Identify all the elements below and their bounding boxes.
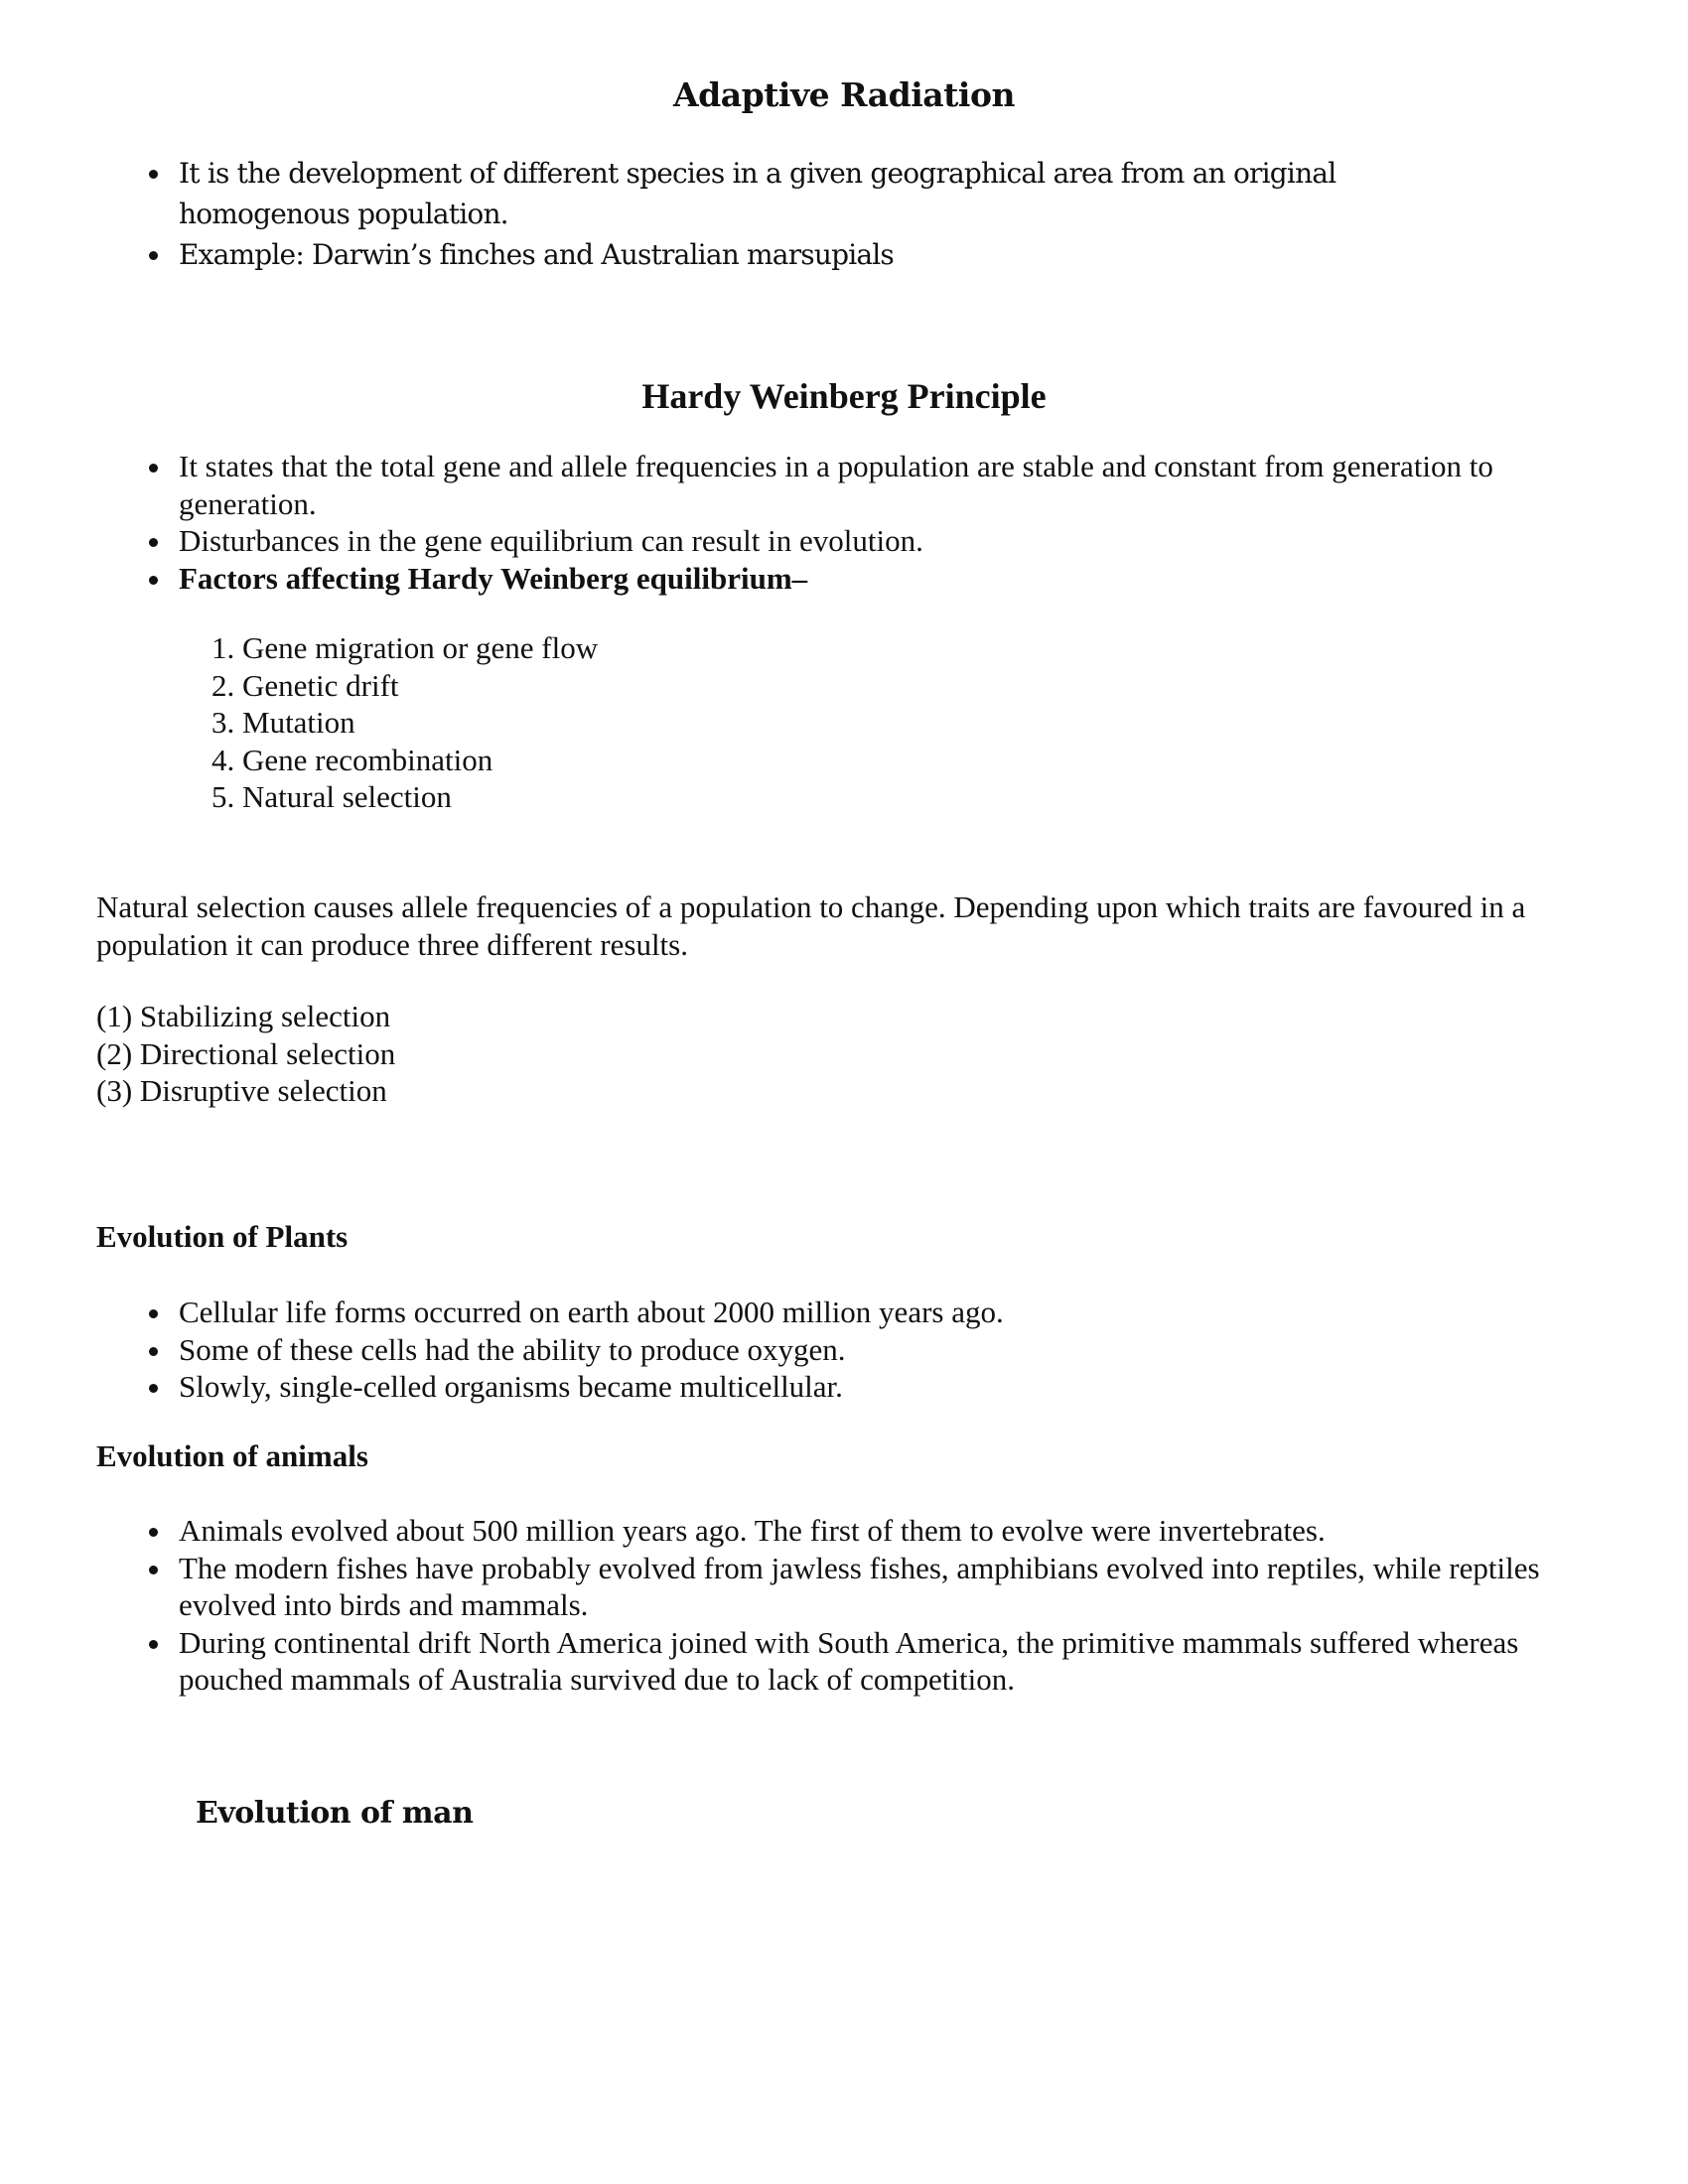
list-item: Animals evolved about 500 million years ago. The first of them to evolve were invertebrates.	[149, 1512, 1559, 1550]
list-item: Disturbances in the gene equilibrium can result in evolution.	[149, 522, 1609, 560]
selection-item: (1) Stabilizing selection	[96, 999, 391, 1033]
factor-item: 3. Mutation	[211, 705, 355, 740]
evolution-of-plants-heading: Evolution of Plants	[96, 1219, 349, 1254]
list-item: Factors affecting Hardy Weinberg equilibrium–	[149, 560, 1609, 598]
list-item: It states that the total gene and allele frequencies in a population are stable and constant from generation to generation.	[149, 448, 1609, 522]
factor-item: 4. Gene recombination	[211, 742, 493, 777]
selection-results-list	[96, 998, 395, 1110]
adaptive-radiation-heading: Adaptive Radiation	[673, 75, 1015, 114]
list-item: Some of these cells had the ability to produce oxygen.	[149, 1331, 1609, 1369]
hardy-weinberg-heading: Hardy Weinberg Principle	[641, 376, 1047, 416]
evolution-of-animals-heading: Evolution of animals	[96, 1438, 368, 1473]
adaptive-radiation-list	[149, 153, 1479, 275]
factor-item: 1. Gene migration or gene flow	[211, 630, 599, 665]
factor-item: 5. Natural selection	[211, 779, 452, 814]
list-item: It is the development of different species in a given geographical area from an original homogenous population.	[149, 153, 1479, 234]
list-item: The modern fishes have probably evolved from jawless fishes, amphibians evolved into reptiles, while reptiles evolved into birds and mammals.	[149, 1550, 1559, 1624]
factor-item: 2. Genetic drift	[211, 667, 399, 703]
natural-selection-paragraph: Natural selection causes allele frequencies of a population to change. Depending upon which traits are favoured in a population it can produce three different results.	[96, 889, 1526, 962]
list-item: Cellular life forms occurred on earth about 2000 million years ago.	[149, 1294, 1609, 1331]
hardy-weinberg-list	[149, 448, 1609, 597]
evolution-of-animals-list	[149, 1512, 1559, 1699]
evolution-of-man-heading: Evolution of man	[196, 1796, 474, 1831]
list-item: Slowly, single-celled organisms became multicellular.	[149, 1368, 1609, 1406]
list-item: Example: Darwin’s finches and Australian marsupials	[149, 234, 1479, 275]
selection-item: (3) Disruptive selection	[96, 1073, 387, 1108]
factors-list	[211, 629, 598, 816]
list-item: During continental drift North America joined with South America, the primitive mammals suffered whereas pouched mammals of Australia survived due to lack of competition.	[149, 1624, 1559, 1699]
selection-item: (2) Directional selection	[96, 1035, 396, 1071]
evolution-of-plants-list	[149, 1294, 1609, 1406]
